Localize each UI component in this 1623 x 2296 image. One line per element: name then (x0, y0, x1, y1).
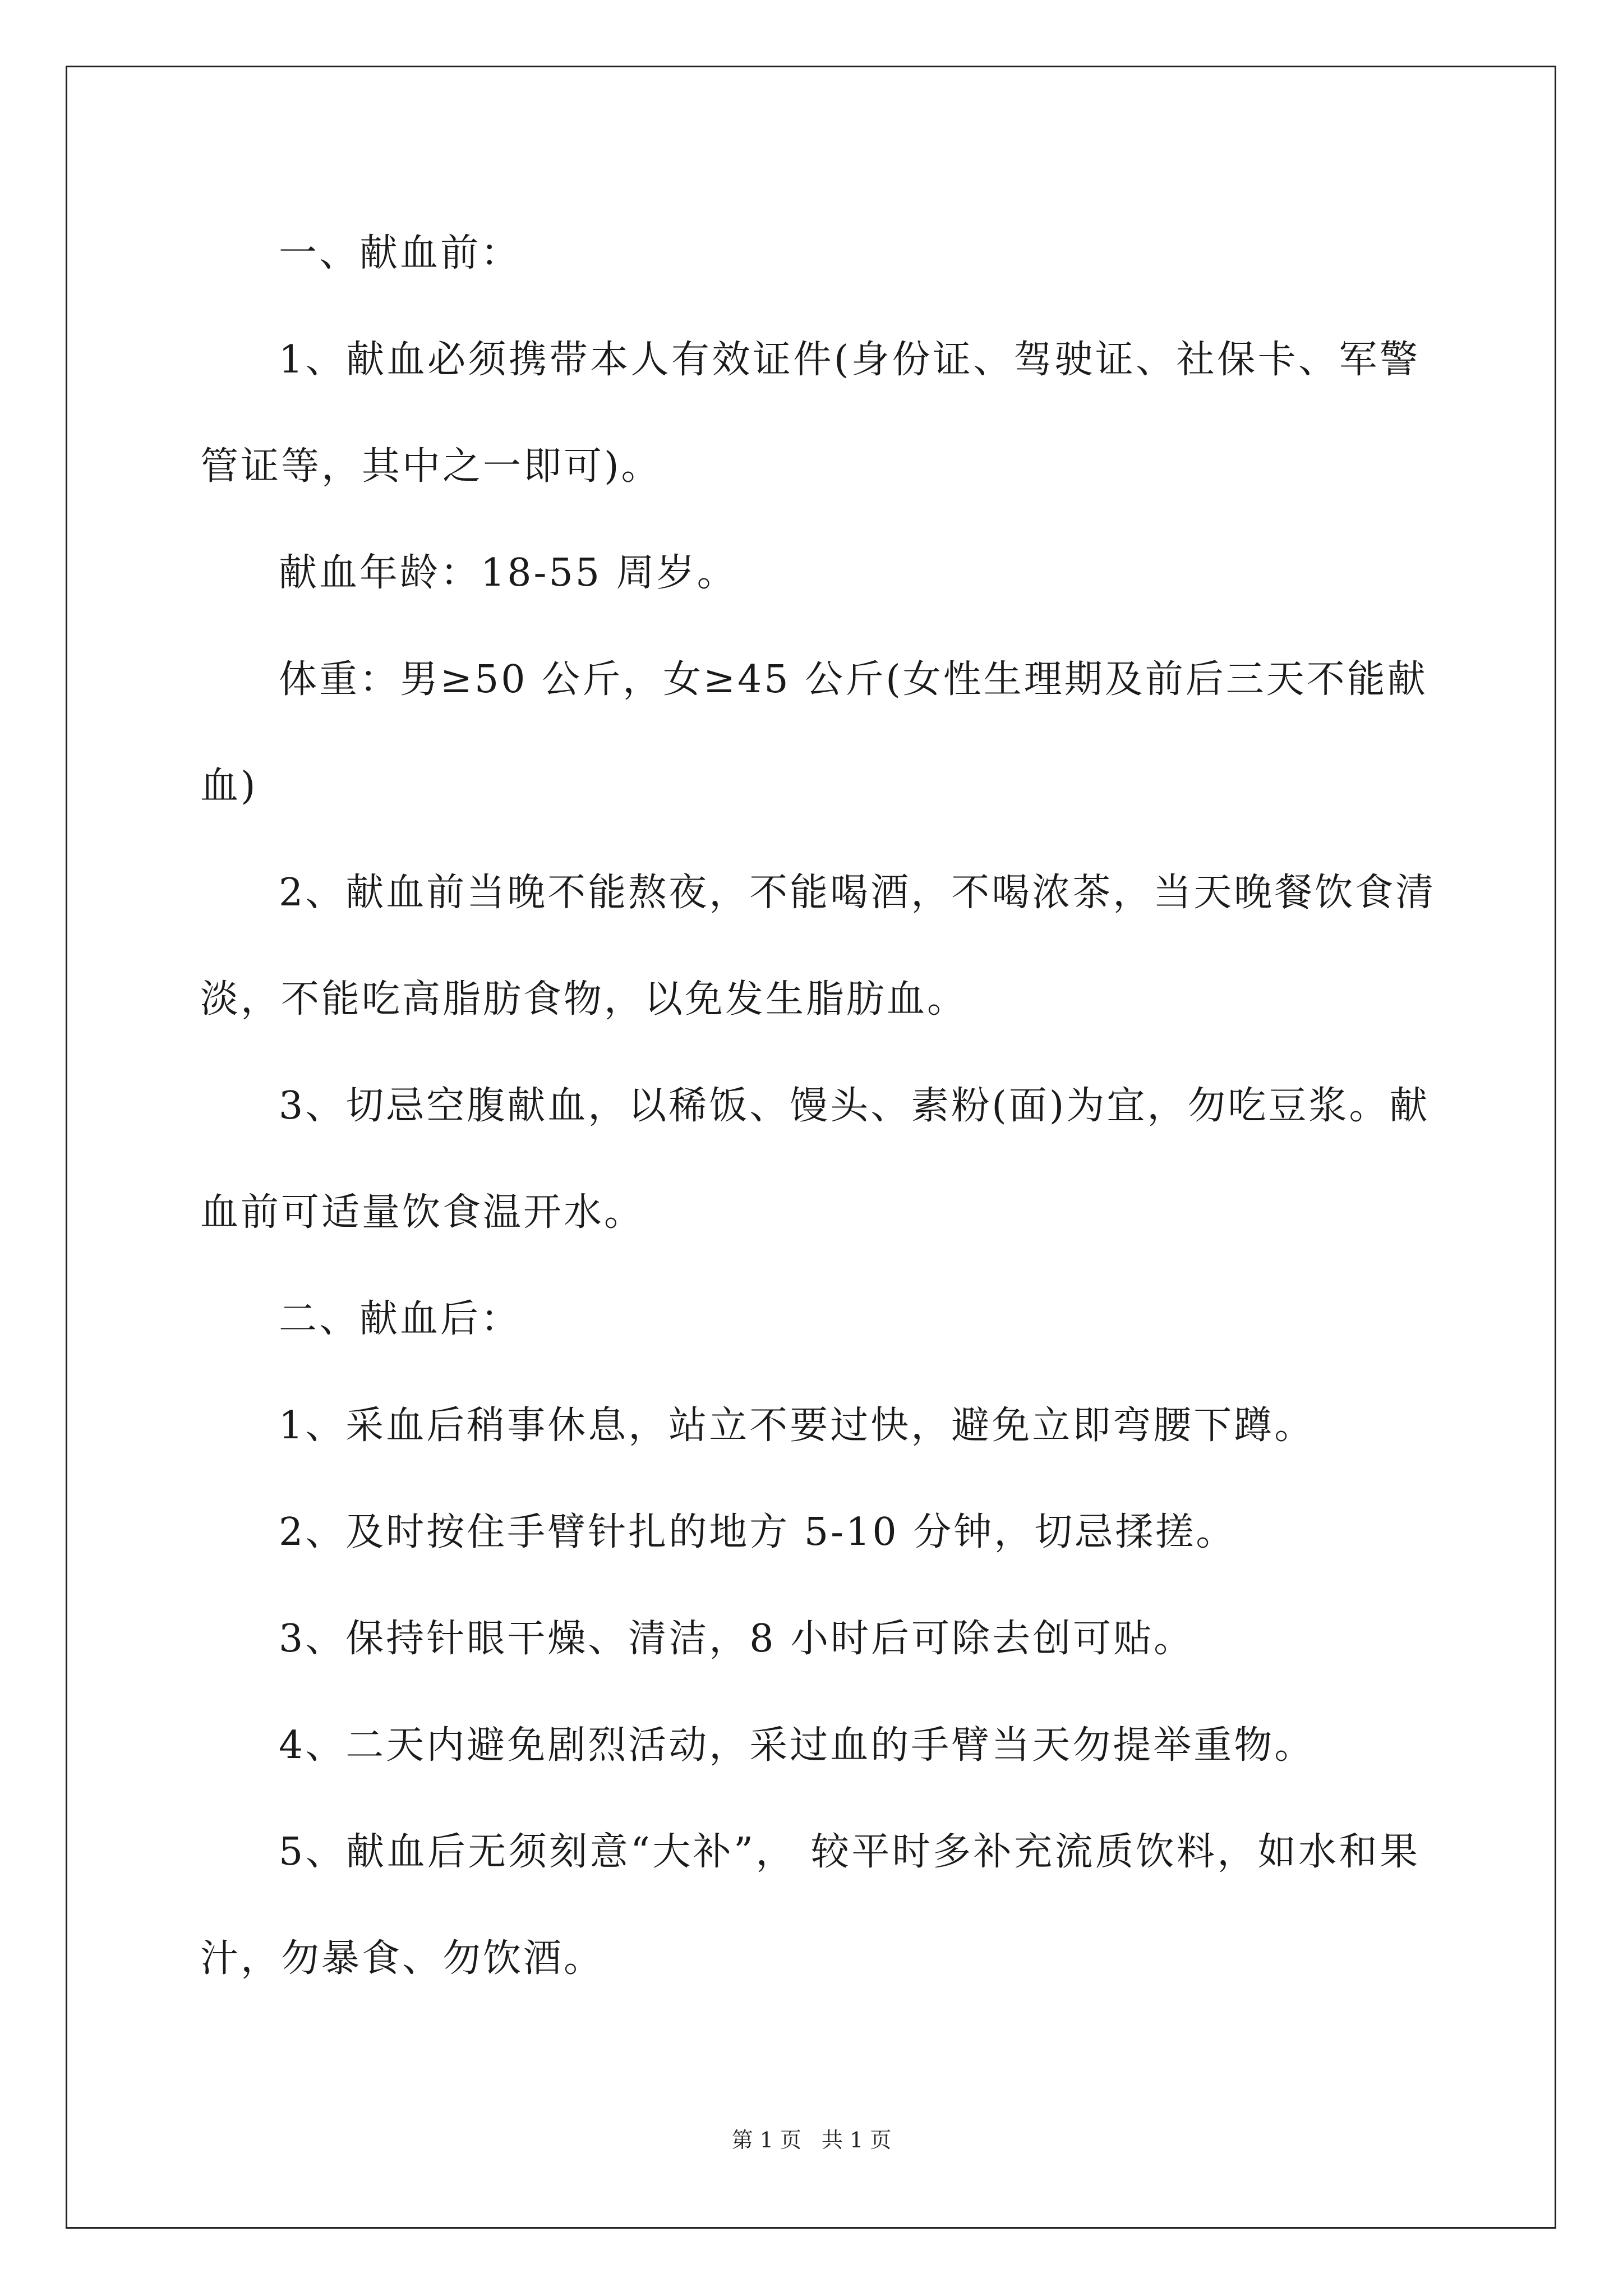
paragraph-line: 5、献血后无须刻意“大补”， 较平时多补充流质饮料，如水和果 (279, 1830, 1420, 1874)
page-number: 第 1 页 (731, 2128, 801, 2152)
paragraph-line: 淡，不能吃高脂肪食物，以免发生脂肪血。 (200, 977, 968, 1022)
page-total: 共 1 页 (822, 2128, 892, 2152)
paragraph-line: 体重：男≥50 公斤，女≥45 公斤(女性生理期及前后三天不能献 (279, 657, 1428, 702)
paragraph-line: 3、保持针眼干燥、清洁，8 小时后可除去创可贴。 (279, 1617, 1195, 1661)
paragraph-line: 献血年龄：18-55 周岁。 (279, 551, 737, 595)
paragraph-line: 血) (200, 764, 258, 808)
paragraph-line: 汁，勿暴食、勿饮酒。 (200, 1936, 605, 1981)
paragraph-line: 管证等，其中之一即可)。 (200, 444, 662, 489)
paragraph-line: 2、及时按住手臂针扎的地方 5-10 分钟，切忌揉搓。 (279, 1510, 1237, 1554)
page-border (66, 66, 1556, 2229)
paragraph-line: 3、切忌空腹献血，以稀饭、馒头、素粉(面)为宜，勿吃豆浆。献 (279, 1084, 1430, 1128)
page-footer (0, 2129, 1623, 2151)
paragraph-line: 血前可适量饮食温开水。 (200, 1190, 645, 1235)
paragraph-line: 2、献血前当晚不能熬夜，不能喝酒，不喝浓茶，当天晚餐饮食清 (279, 871, 1436, 915)
paragraph-line: 1、采血后稍事休息，站立不要过快，避免立即弯腰下蹲。 (279, 1404, 1315, 1448)
section-heading-after-donation: 二、献血后： (279, 1297, 522, 1341)
section-heading-before-donation: 一、献血前： (279, 231, 522, 275)
paragraph-line: 1、献血必须携带本人有效证件(身份证、驾驶证、社保卡、军警 (279, 338, 1420, 382)
paragraph-line: 4、二天内避免剧烈活动，采过血的手臂当天勿提举重物。 (279, 1723, 1315, 1768)
